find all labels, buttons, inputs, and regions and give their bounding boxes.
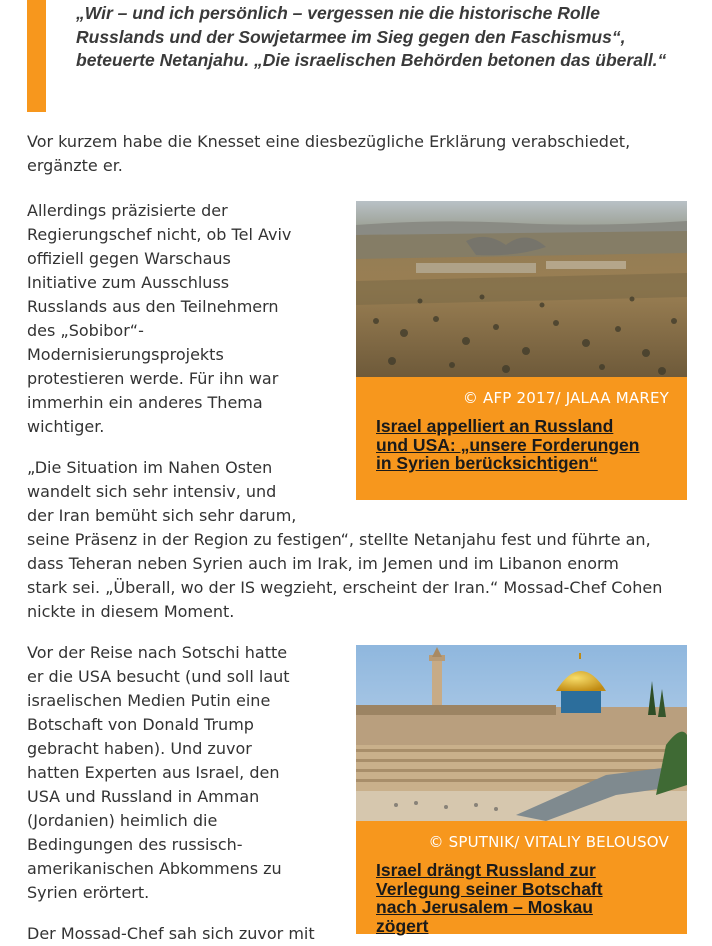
text-line: wandelt sich sehr intensiv, und <box>27 482 277 501</box>
text-line: des „Sobibor“- <box>27 321 144 340</box>
text-line: stark sei. „Überall, wo der IS wegzieht, erscheint der Iran.“ Mossad-Chef Cohen <box>27 578 663 597</box>
text-line: nickte in diesem Moment. <box>27 602 235 621</box>
landscape-image <box>356 201 687 377</box>
text-line: Regierungschef nicht, ob Tel Aviv <box>27 225 292 244</box>
blockquote <box>27 0 687 112</box>
text-line: offiziell gegen Warschaus <box>27 249 231 268</box>
text-line: Initiative zum Ausschluss <box>27 273 230 292</box>
text-line: dass Teheran neben Syrien auch im Irak, im Jemen und im Libanon enorm <box>27 554 619 573</box>
link-line[interactable]: in Syrien berücksichtigen“ <box>376 453 598 473</box>
text-line: Vor kurzem habe die Knesset eine diesbezügliche Erklärung verabschiedet, <box>27 132 631 151</box>
text-line: gebracht haben). Und zuvor <box>27 739 252 758</box>
text-line: Vor der Reise nach Sotschi hatte <box>27 643 288 662</box>
paragraph-sobibor <box>27 199 337 439</box>
text-line: Der Mossad-Chef sah sich zuvor mit <box>27 924 315 943</box>
link-line[interactable]: zögert <box>376 915 429 936</box>
related-article-link[interactable] <box>376 417 675 473</box>
paragraph-knesset <box>27 130 687 178</box>
text-line: amerikanischen Abkommens zu <box>27 859 282 878</box>
text-line: Syrien erörtert. <box>27 883 150 902</box>
text-line: USA und Russland in Amman <box>27 787 260 806</box>
paragraph-sotschi <box>27 641 337 905</box>
link-line[interactable]: Israel drängt Russland zur <box>376 860 596 880</box>
related-article-card-jerusalem[interactable] <box>356 645 687 934</box>
jerusalem-image <box>356 645 687 821</box>
text-line: er die USA besucht (und soll laut <box>27 667 290 686</box>
text-line: Modernisierungsprojekts <box>27 345 224 364</box>
text-line: wichtiger. <box>27 417 105 436</box>
link-line[interactable]: Israel appelliert an Russland <box>376 416 614 436</box>
text-line: seine Präsenz in der Region zu festigen“, stellte Netanjahu fest und führte an, <box>27 530 651 549</box>
text-line: israelischen Medien Putin eine <box>27 691 271 710</box>
photo-credit: © AFP 2017/ JALAA MAREY <box>462 389 669 407</box>
text-line: Allerdings präzisierte der <box>27 201 228 220</box>
text-line: (Jordanien) heimlich die <box>27 811 218 830</box>
related-article-card-syria[interactable] <box>356 201 687 500</box>
related-article-link[interactable] <box>376 861 675 935</box>
text-line: Botschaft von Donald Trump <box>27 715 254 734</box>
link-line[interactable]: nach Jerusalem – Moskau <box>376 897 593 917</box>
photo-credit: © SPUTNIK/ VITALIY BELOUSOV <box>428 833 669 851</box>
text-line: protestieren werde. Für ihn war <box>27 369 279 388</box>
text-line: hatten Experten aus Israel, den <box>27 763 280 782</box>
paragraph-mossad-partial <box>27 922 337 946</box>
text-line: Bedingungen des russisch- <box>27 835 243 854</box>
text-line: ergänzte er. <box>27 156 123 175</box>
text-line: Russlands aus den Teilnehmern <box>27 297 279 316</box>
link-line[interactable]: Verlegung seiner Botschaft <box>376 878 603 899</box>
link-line[interactable]: und USA: „unsere Forderungen <box>376 434 640 455</box>
quote-text: „Wir – und ich persönlich – vergessen nie die historische Rolle Russlands und der Sowjetarmee im Sieg gegen den Faschismus“, beteuerte Netanjahu. „Die israelischen Behörden betonen das überall.“ <box>76 3 667 70</box>
text-line: immerhin ein anderes Thema <box>27 393 263 412</box>
jerusalem-photo <box>356 645 687 821</box>
text-line: der Iran bemüht sich sehr darum, <box>27 506 297 525</box>
golan-landscape-photo <box>356 201 687 377</box>
text-line: „Die Situation im Nahen Osten <box>27 458 273 477</box>
